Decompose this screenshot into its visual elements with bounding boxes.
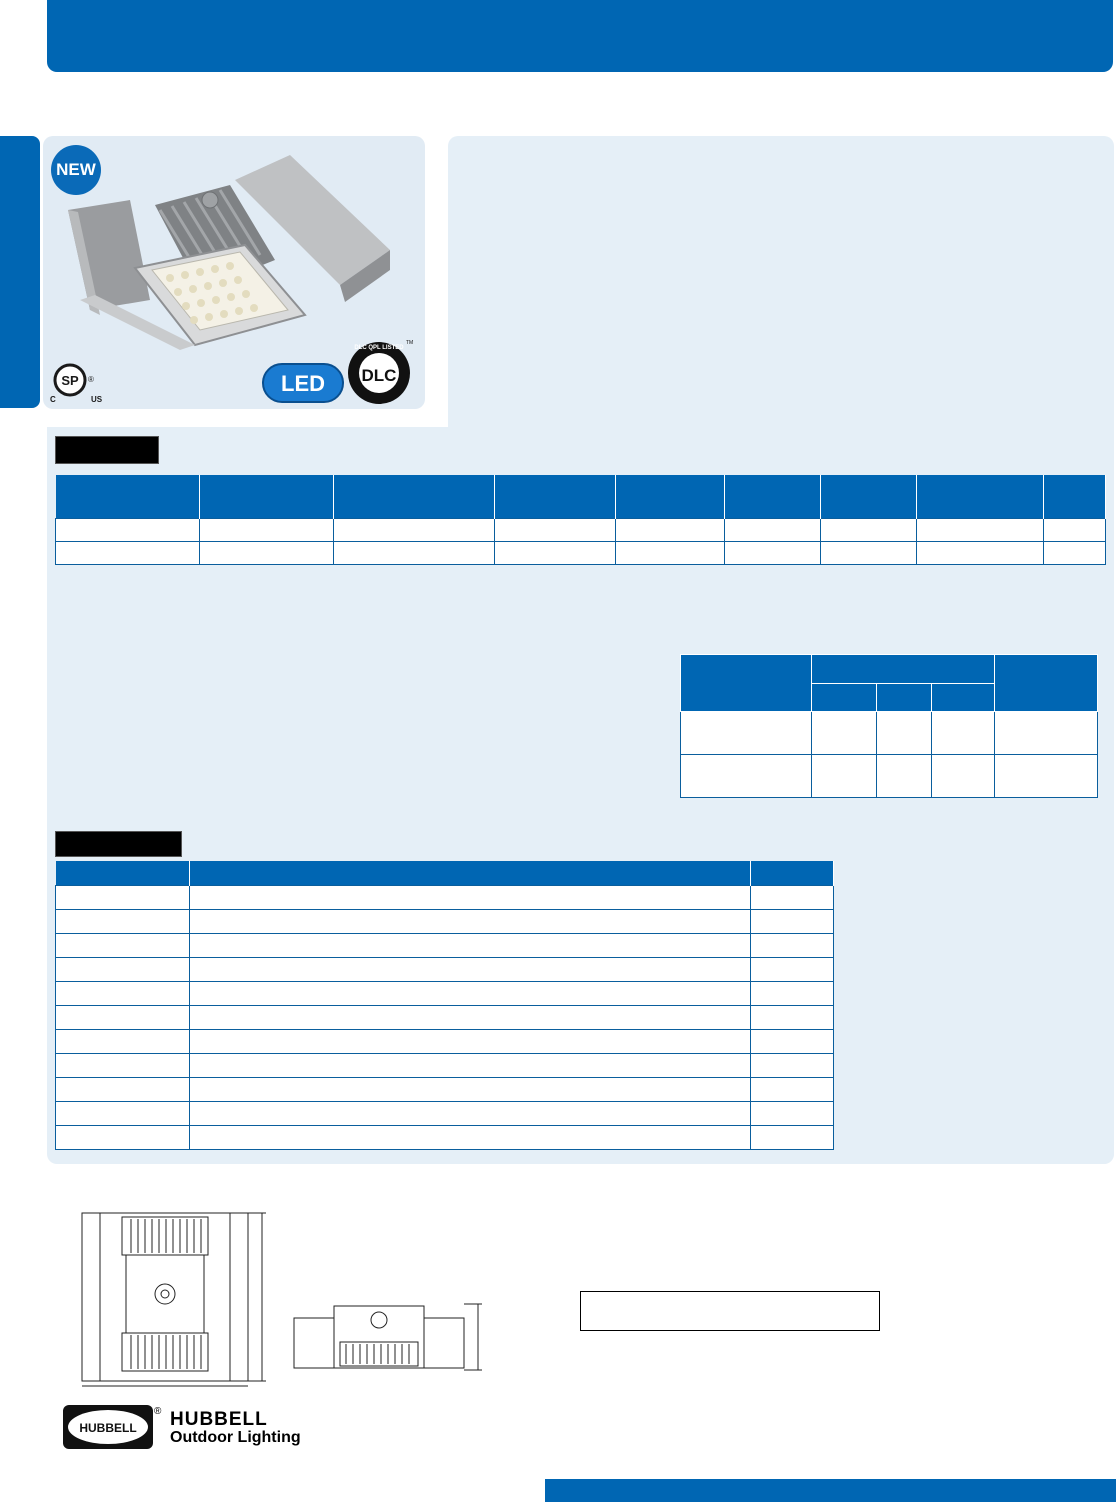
side-view-drawing: [290, 1298, 486, 1384]
svg-text:US: US: [91, 395, 103, 404]
table-cell: [751, 1102, 834, 1126]
side-tab: [0, 136, 40, 408]
accessories-header-cell: [189, 861, 750, 886]
spec-header-cell: [821, 475, 917, 519]
table-cell: [751, 1126, 834, 1150]
table-row: [56, 1078, 834, 1102]
spec-header-cell: [494, 475, 616, 519]
header-bar: [47, 0, 1113, 72]
accessories-header-cell: [56, 861, 190, 886]
table-cell: [725, 519, 821, 542]
table-row: [681, 712, 1098, 755]
table-cell: [751, 1054, 834, 1078]
spec-header-cell: [917, 475, 1044, 519]
table-cell: [932, 712, 995, 755]
table-cell: [811, 712, 876, 755]
table-cell: [56, 1102, 190, 1126]
table-cell: [189, 1126, 750, 1150]
spec-header-cell: [616, 475, 725, 519]
svg-text:TM: TM: [406, 340, 414, 346]
table-cell: [56, 1078, 190, 1102]
table-cell: [494, 542, 616, 565]
table-cell: [917, 542, 1044, 565]
table-row: [56, 1006, 834, 1030]
csa-certification-icon: [50, 360, 114, 406]
footer-bar: [545, 1479, 1116, 1502]
table-cell: [189, 1006, 750, 1030]
table-cell: [725, 542, 821, 565]
table-cell: [199, 542, 333, 565]
section-label-accessories: [55, 831, 182, 857]
table-cell: [751, 910, 834, 934]
table-cell: [56, 910, 190, 934]
table-cell: [189, 1102, 750, 1126]
table-row: [56, 886, 834, 910]
svg-text:DLC QPL LISTED: DLC QPL LISTED: [354, 345, 404, 351]
table-cell: [56, 1054, 190, 1078]
table-cell: [681, 755, 812, 798]
svg-text:C: C: [50, 395, 56, 404]
table-cell: [751, 1006, 834, 1030]
table-cell: [751, 934, 834, 958]
table-cell: [1044, 542, 1106, 565]
spec-header-cell: [1044, 475, 1106, 519]
hubbell-logo-icon: [63, 1405, 153, 1449]
table-cell: [333, 519, 494, 542]
table-cell: [681, 712, 812, 755]
table-cell: [189, 1078, 750, 1102]
table-cell: [189, 982, 750, 1006]
table-cell: [821, 542, 917, 565]
accessories-table: [55, 861, 834, 1150]
table-row: [56, 1054, 834, 1078]
accessories-header-row: [56, 861, 834, 886]
spec-table: [55, 475, 1106, 565]
dimensions-subheader-cell: [932, 684, 995, 712]
table-row: [56, 1030, 834, 1054]
svg-text:LED: LED: [281, 371, 325, 396]
table-cell: [189, 1030, 750, 1054]
table-row: [56, 1126, 834, 1150]
led-icon: [262, 363, 344, 403]
table-cell: [494, 519, 616, 542]
table-cell: [56, 1030, 190, 1054]
dimensions-subheader-cell: [876, 684, 932, 712]
table-cell: [333, 542, 494, 565]
table-cell: [616, 542, 725, 565]
table-cell: [751, 982, 834, 1006]
table-row: [56, 934, 834, 958]
table-cell: [876, 755, 932, 798]
dimensions-table: [680, 654, 1098, 798]
table-cell: [995, 755, 1098, 798]
table-cell: [751, 1078, 834, 1102]
table-cell: [56, 1006, 190, 1030]
spec-header-cell: [56, 475, 200, 519]
table-cell: [199, 519, 333, 542]
registered-mark: ®: [154, 1406, 162, 1417]
table-row: [56, 958, 834, 982]
table-cell: [189, 910, 750, 934]
order-example-box: [580, 1291, 880, 1331]
accessories-header-cell: [751, 861, 834, 886]
table-cell: [1044, 519, 1106, 542]
table-cell: [616, 519, 725, 542]
brand-subtitle: Outdoor Lighting: [170, 1429, 301, 1446]
table-cell: [811, 755, 876, 798]
table-row: [56, 1102, 834, 1126]
svg-text:HUBBELL: HUBBELL: [79, 1421, 137, 1435]
table-cell: [917, 519, 1044, 542]
table-cell: [876, 712, 932, 755]
spec-table-header: [56, 475, 1106, 519]
table-cell: [56, 886, 190, 910]
table-cell: [189, 934, 750, 958]
table-cell: [56, 542, 200, 565]
spec-header-cell: [725, 475, 821, 519]
table-cell: [189, 886, 750, 910]
product-photo: [60, 150, 400, 360]
table-cell: [751, 1030, 834, 1054]
table-cell: [56, 1126, 190, 1150]
dimensions-subheader-cell: [811, 684, 876, 712]
dimensions-header-cell: [811, 655, 995, 684]
table-cell: [56, 982, 190, 1006]
svg-text:®: ®: [88, 375, 94, 384]
table-cell: [751, 958, 834, 982]
table-cell: [995, 712, 1098, 755]
spec-header-cell: [199, 475, 333, 519]
svg-text:DLC: DLC: [361, 366, 397, 385]
table-row: [56, 542, 1106, 565]
table-cell: [56, 519, 200, 542]
brand-name: HUBBELL: [170, 1409, 268, 1430]
table-row: [56, 519, 1106, 542]
table-cell: [932, 755, 995, 798]
table-cell: [189, 958, 750, 982]
table-cell: [189, 1054, 750, 1078]
dlc-qpl-listed-icon: [344, 336, 414, 406]
new-badge: NEW: [51, 145, 101, 195]
table-row: [56, 910, 834, 934]
table-cell: [56, 958, 190, 982]
spec-header-cell: [333, 475, 494, 519]
table-row: [681, 755, 1098, 798]
table-cell: [821, 519, 917, 542]
top-view-drawing: [76, 1205, 272, 1391]
table-cell: [56, 934, 190, 958]
section-label-ordering: [55, 436, 159, 464]
dimensions-header-cell: [681, 655, 812, 712]
table-cell: [751, 886, 834, 910]
dimensions-header-row: [681, 655, 1098, 684]
dimensions-header-cell: [995, 655, 1098, 712]
svg-text:SP: SP: [61, 373, 79, 388]
table-row: [56, 982, 834, 1006]
